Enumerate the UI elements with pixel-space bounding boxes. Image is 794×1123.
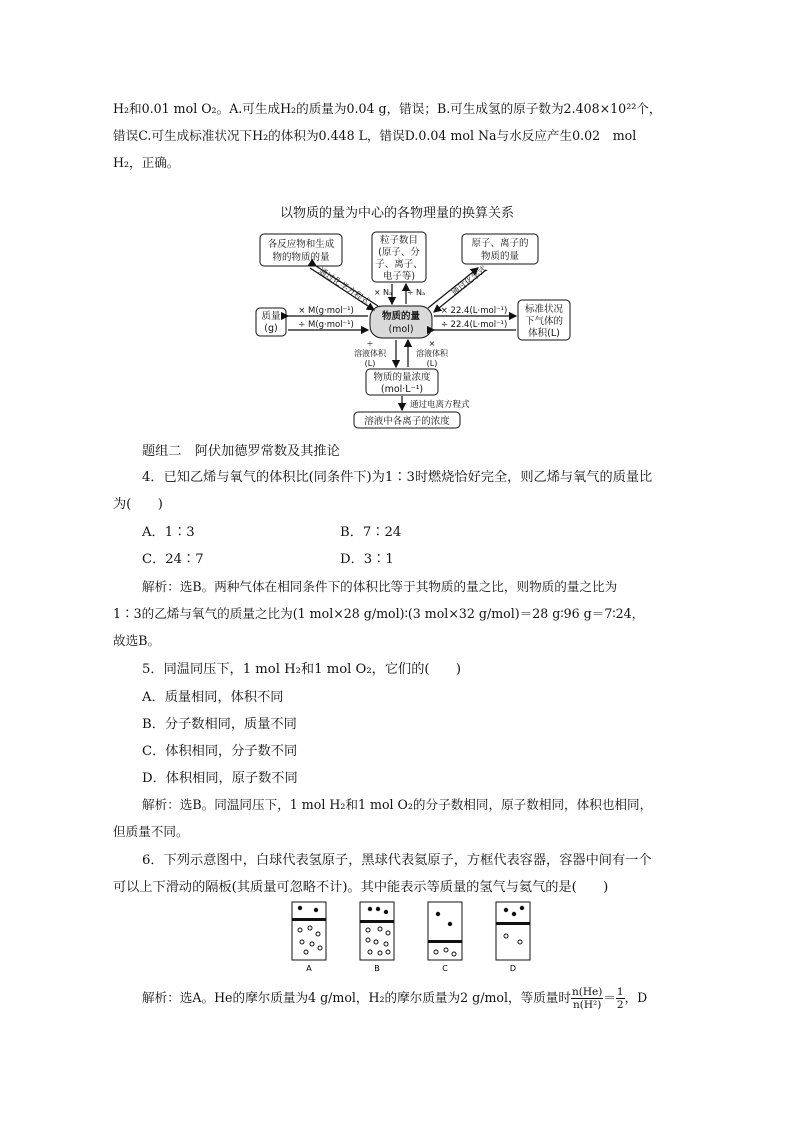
figure-label-b: B xyxy=(374,964,380,973)
q4-stem-line1: 4．已知乙烯与氧气的体积比(同条件下)为1∶3时燃烧恰好完全，则乙烯与氧气的质量比 xyxy=(142,470,653,485)
fraction-half-numerator: 1 xyxy=(616,986,624,998)
fraction-half-denominator: 2 xyxy=(616,999,624,1011)
q6-answer-suffix: ，D xyxy=(624,990,648,1005)
box-conc-line2: (mol·L⁻¹) xyxy=(380,384,424,395)
q5-stem: 5．同温同压下，1 mol H₂和1 mol O₂，它们的( ) xyxy=(142,662,462,677)
conversion-diagram xyxy=(250,226,580,432)
fraction-numerator: n(He) xyxy=(571,986,603,998)
q4-answer-line3: 故选B。 xyxy=(113,633,161,648)
q4-answer-line1: 解析：选B。两种气体在相同条件下的体积比等于其物质的量之比，则物质的量之比为 xyxy=(142,579,618,594)
q4-answer-line2: 1∶3的乙烯与氧气的质量之比为(1 mol×28 g/mol)∶(3 mol×32 g/mol)＝28 g∶96 g＝7∶24， xyxy=(113,606,645,621)
label-x-na: × Nₐ xyxy=(373,288,393,297)
intro-line-2: 错误C.可生成标准状况下H₂的体积为0.448 L，错误D.0.04 mol Na与水反应产生0.02 mol xyxy=(113,128,637,143)
fraction-one-half xyxy=(616,986,625,1011)
box-atoms-line2: 物质的量 xyxy=(480,251,520,262)
q5-answer-line2: 但质量不同。 xyxy=(113,824,189,839)
box-gas-line1: 标准状况 xyxy=(524,304,564,315)
figure-label-a: A xyxy=(306,964,312,973)
label-div-224: ÷ 22.4(L·mol⁻¹) xyxy=(440,320,508,330)
label-ion-equation: 通过电离方程式 xyxy=(410,400,470,410)
container-figure-b xyxy=(358,900,400,974)
intro-line-3: H₂，正确。 xyxy=(113,155,180,170)
fraction-he-h2 xyxy=(571,986,603,1011)
q6-answer-line xyxy=(142,986,647,1011)
label-chemical-formula: 通过化学式 xyxy=(449,264,490,299)
box-ions-text: 溶液中各离子的浓度 xyxy=(364,416,450,427)
box-reaction-line1: 各反应物和生成 xyxy=(267,239,335,250)
q4-option-c: C．24∶7 xyxy=(142,552,204,567)
container-figure-d xyxy=(494,900,536,974)
container-figure-c xyxy=(426,900,468,974)
q5-option-c: C．体积相同，分子数不同 xyxy=(142,744,298,759)
box-gas-line2: 下气体的 xyxy=(524,316,564,327)
box-particles-line2: (原子、分 xyxy=(378,247,420,258)
center-line1: 物质的量 xyxy=(381,311,421,322)
label-x-vol-unit: (L) xyxy=(426,359,438,368)
q4-option-b: B．7∶24 xyxy=(340,525,402,540)
box-particles-line1: 粒子数目 xyxy=(379,235,419,246)
box-particles-line4: 电子等) xyxy=(382,271,416,282)
label-div-vol-sign: ÷ xyxy=(366,339,374,348)
label-x-m: × M(g·mol⁻¹) xyxy=(298,306,354,316)
q6-stem-line2: 可以上下滑动的隔板(其质量可忽略不计)。其中能表示等质量的氢气与氦气的是( ) xyxy=(113,880,609,895)
box-atoms-line1: 原子、离子的 xyxy=(471,238,529,249)
q4-option-d: D．3∶1 xyxy=(340,552,394,567)
box-conc-line1: 物质的量浓度 xyxy=(373,372,431,383)
container-figure-a xyxy=(290,900,332,974)
label-x-vol-text: 溶液体积 xyxy=(416,349,448,358)
label-div-vol-unit: (L) xyxy=(364,359,376,368)
equals-sign: ＝ xyxy=(603,990,616,1005)
box-gas-line3: 体积(L) xyxy=(528,328,560,339)
q5-answer-line1: 解析：选B。同温同压下，1 mol H₂和1 mol O₂的分子数相同，原子数相同，体积也相同， xyxy=(142,797,653,812)
label-x-224: × 22.4(L·mol⁻¹) xyxy=(440,306,508,316)
box-mass-line1: 质量 xyxy=(261,311,281,322)
label-x-vol-sign: × xyxy=(428,339,436,348)
center-line2: (mol) xyxy=(388,324,414,335)
q5-option-d: D．体积相同，原子数不同 xyxy=(142,771,298,786)
box-particles-line3: 子、离子、 xyxy=(375,259,423,270)
intro-line-1: H₂和0.01 mol O₂。A.可生成H₂的质量为0.04 g，错误；B.可生成氢的原子数为2.408×10²²个， xyxy=(113,101,662,116)
box-reaction-line2: 物的物质的量 xyxy=(272,252,330,263)
q6-stem-line1: 6．下列示意图中，白球代表氢原子，黑球代表氦原子，方框代表容器，容器中间有一个 xyxy=(142,853,652,868)
figure-label-c: C xyxy=(442,964,448,973)
q4-option-a: A．1∶3 xyxy=(142,525,195,540)
label-div-vol-text: 溶液体积 xyxy=(354,349,386,358)
q4-stem-line2: 为( ) xyxy=(113,497,163,512)
label-div-na: ÷ Nₐ xyxy=(406,288,426,297)
figure-label-d: D xyxy=(509,964,517,973)
q5-option-b: B．分子数相同，质量不同 xyxy=(142,717,297,732)
fraction-denominator: n(H²) xyxy=(572,999,602,1011)
section-heading: 题组二 阿伏加德罗常数及其推论 xyxy=(142,444,340,459)
diagram-title: 以物质的量为中心的各物理量的换算关系 xyxy=(279,206,514,221)
q6-answer-prefix: 解析：选A。He的摩尔质量为4 g/mol，H₂的摩尔质量为2 g/mol，等质量时 xyxy=(142,990,571,1005)
label-div-m: ÷ M(g·mol⁻¹) xyxy=(298,320,354,330)
q5-option-a: A．质量相同，体积不同 xyxy=(142,690,284,705)
label-chemical-equation: 通过化学方程式 xyxy=(316,266,372,308)
box-mass-line2: (g) xyxy=(264,323,278,334)
